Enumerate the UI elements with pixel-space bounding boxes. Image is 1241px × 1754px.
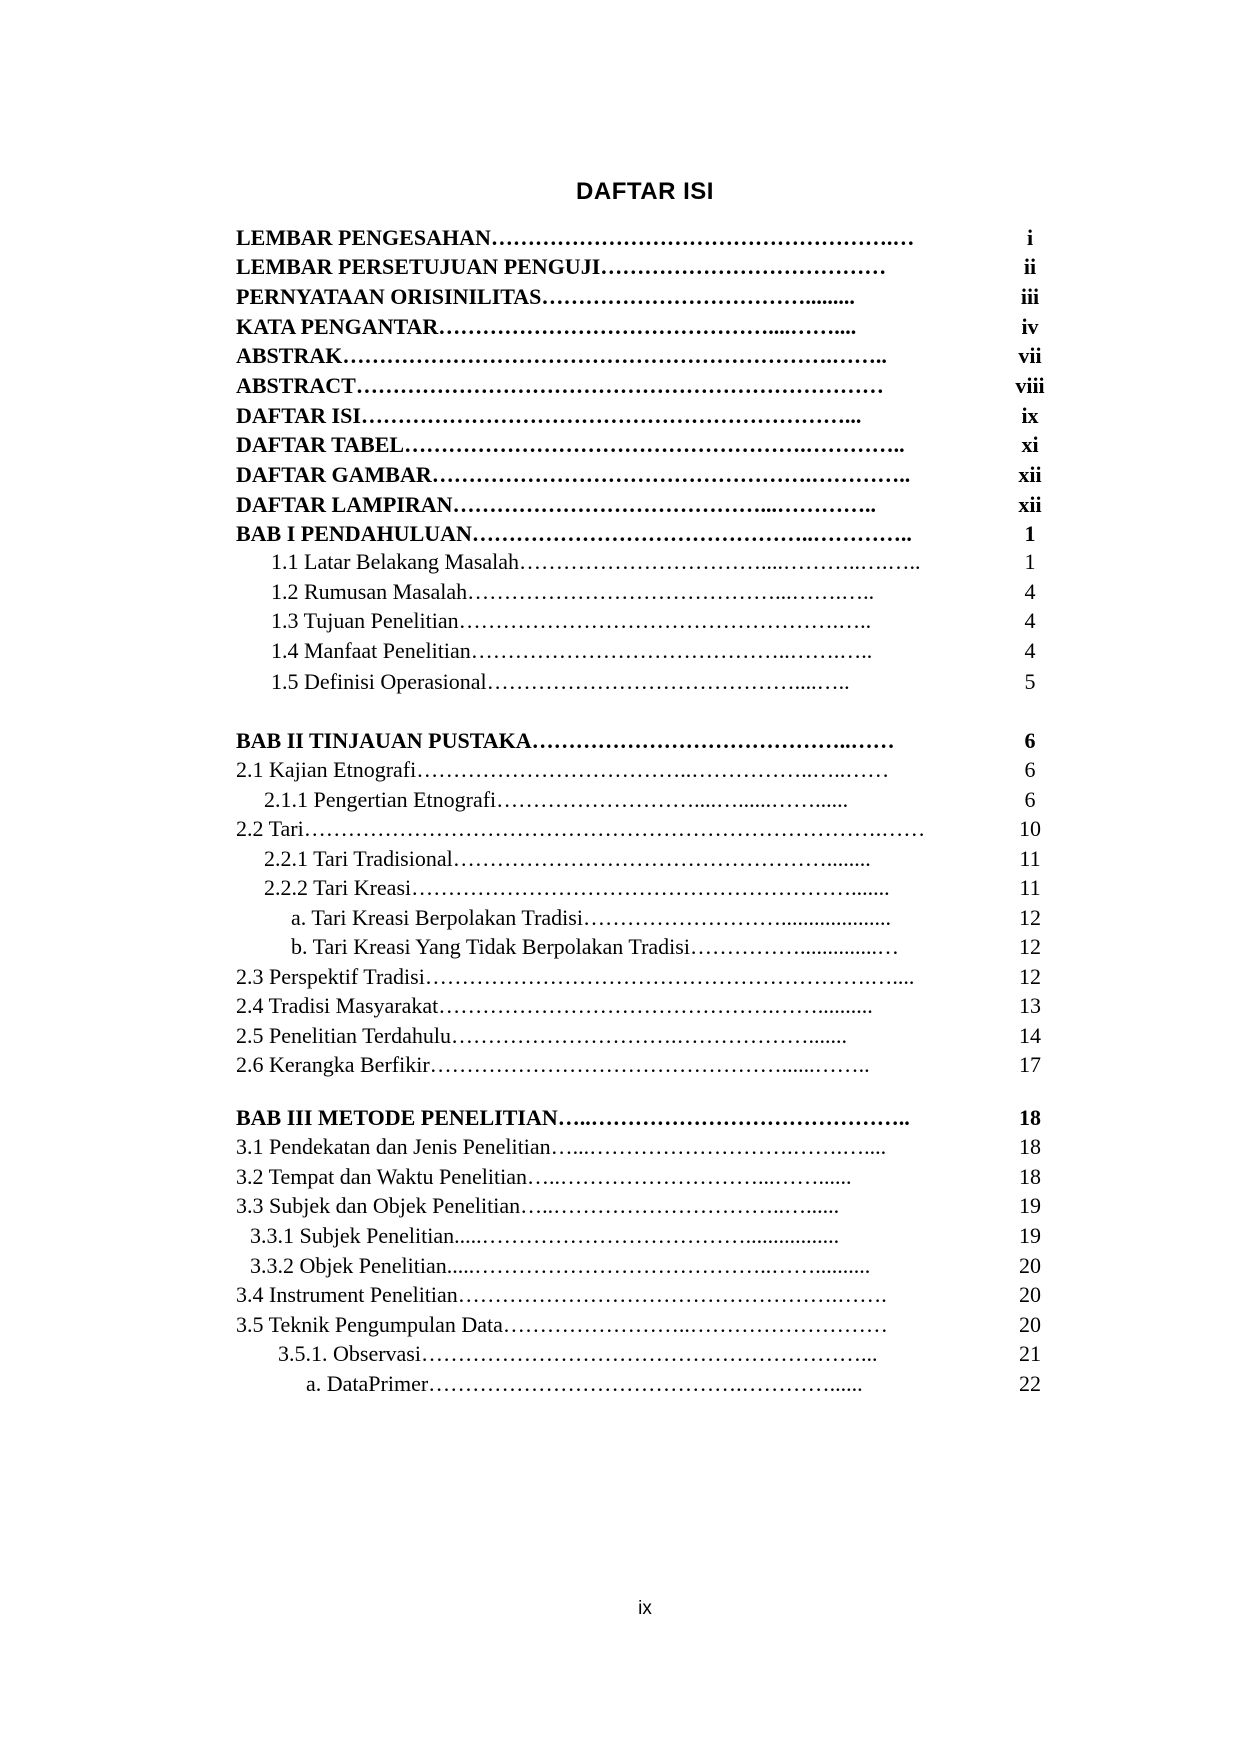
toc-entry-leader: ……………………………....………..….…..	[519, 549, 921, 574]
toc-entry-leader: …………………………………………….…………..	[431, 462, 911, 487]
toc-entry	[278, 1339, 1055, 1369]
toc-entry-page: 5	[1024, 669, 1036, 694]
toc-entry-label: 1.3 Tujuan Penelitian	[271, 608, 459, 633]
toc-entry-label: 1.2 Rumusan Masalah	[271, 579, 468, 604]
toc-entry-leader: .....…………………………………..……..........	[446, 1253, 871, 1278]
toc-entry-leader: ……………………………………..…….…..	[470, 638, 873, 663]
toc-entry	[264, 873, 1055, 903]
toc-entry-leader: …………………………………………………………...	[360, 403, 862, 428]
toc-entry-page: 11	[1019, 875, 1041, 900]
toc-entry-page: 11	[1019, 846, 1041, 871]
toc-entry	[271, 667, 1055, 697]
toc-entry-label: LEMBAR PERSETUJUAN PENGUJI	[236, 254, 601, 279]
toc-entry	[236, 1132, 1055, 1162]
toc-entry-page: 20	[1019, 1312, 1041, 1337]
toc-entry-leader: …………………………………………….…..	[458, 608, 872, 633]
toc-entry-page: 6	[1024, 757, 1036, 782]
toc-entry-page: 18	[1019, 1134, 1041, 1159]
toc-entry-page: 1	[1024, 521, 1036, 546]
toc-entry-page: vii	[1018, 343, 1042, 368]
toc-entry-label: 2.2.1 Tari Tradisional	[264, 846, 453, 871]
toc-entry	[236, 312, 1055, 342]
toc-entry-leader: …………………………………………………………………….……	[303, 816, 926, 841]
toc-entry-page: 19	[1019, 1193, 1041, 1218]
toc-entry-leader: ………………………………………………………….……..	[342, 343, 887, 368]
toc-entry-leader: ……………………………………………….…………..	[404, 432, 905, 457]
toc-entry-leader: …………………………………………….…….	[457, 1282, 887, 1307]
toc-entry-label: 2.2.2 Tari Kreasi	[264, 875, 412, 900]
toc-entry-leader: ………………………………………..…………..	[471, 521, 912, 546]
toc-entry-page: 12	[1019, 964, 1041, 989]
toc-entry	[271, 547, 1055, 577]
toc-entry	[236, 282, 1055, 312]
toc-entry-page: 4	[1024, 579, 1036, 604]
toc-entry	[271, 636, 1055, 666]
toc-entry	[291, 903, 1055, 933]
toc-entry	[236, 814, 1055, 844]
toc-entry-page: 6	[1024, 787, 1036, 812]
toc-entry	[250, 1251, 1055, 1281]
toc-entry-page: 13	[1019, 993, 1041, 1018]
toc-entry-page: 19	[1019, 1223, 1041, 1248]
toc-entry-page: 20	[1019, 1282, 1041, 1307]
toc-entry-label: DAFTAR GAMBAR	[236, 462, 432, 487]
toc-entry-label: 2.1 Kajian Etnografi	[236, 757, 417, 782]
toc-entry-leader: …………………………………………………….......	[411, 875, 890, 900]
toc-entry-label: DAFTAR LAMPIRAN	[236, 492, 453, 517]
toc-entry-leader: …………………………………………......……..	[429, 1052, 870, 1077]
toc-entry-label: 1.5 Definisi Operasional	[271, 669, 487, 694]
toc-entry-page: 6	[1024, 728, 1036, 753]
toc-entry	[236, 1280, 1055, 1310]
toc-entry-label: 3.4 Instrument Penelitian	[236, 1282, 458, 1307]
toc-entry	[236, 460, 1055, 490]
toc-entry-page: 22	[1019, 1371, 1041, 1396]
toc-entry-leader: ………………………………..……………..…..……	[416, 757, 890, 782]
toc-entry-leader: ……………………………………..……	[531, 728, 895, 753]
toc-entry-leader: ……………………………….........	[541, 284, 855, 309]
toc-entry-leader: ……………………………………………………...	[420, 1341, 878, 1366]
toc-entry	[236, 1021, 1055, 1051]
toc-entry	[291, 932, 1055, 962]
toc-entry	[236, 519, 1055, 549]
toc-entry-label: KATA PENGANTAR	[236, 314, 439, 339]
toc-entry-page: 4	[1024, 608, 1036, 633]
toc-entry-label: DAFTAR ISI	[236, 403, 361, 428]
toc-entry-label: 3.5 Teknik Pengumpulan Data	[236, 1312, 503, 1337]
toc-entry	[236, 252, 1055, 282]
toc-entry	[236, 991, 1055, 1021]
toc-entry-leader: ……………………………………………….…	[490, 225, 915, 250]
toc-entry-leader: ……………………..………………………	[502, 1312, 888, 1337]
toc-entry-leader: .....……………………………….................	[454, 1223, 840, 1248]
toc-entry-page: xi	[1021, 432, 1039, 457]
toc-entry-label: 3.5.1. Observasi	[278, 1341, 421, 1366]
toc-entry-leader: ……………………………………….……..........	[438, 993, 873, 1018]
toc-entry-leader: ……………………………………...…….…..	[467, 579, 875, 604]
toc-entry	[236, 341, 1055, 371]
toc-entry	[236, 223, 1055, 253]
toc-entry	[271, 606, 1055, 636]
toc-entry-page: 18	[1019, 1105, 1041, 1130]
toc-entry-label: b. Tari Kreasi Yang Tidak Berpolakan Tradisi	[291, 934, 690, 959]
toc-entry	[236, 430, 1055, 460]
toc-entry	[236, 1162, 1055, 1192]
toc-entry	[236, 1191, 1055, 1221]
toc-entry-label: 2.5 Penelitian Terdahulu	[236, 1023, 451, 1048]
toc-entry-leader: ………………………....................	[582, 905, 891, 930]
toc-entry-leader: …..………………………...……......	[526, 1164, 852, 1189]
toc-entry-leader: …………………………………….…………......	[428, 1371, 863, 1396]
toc-entry-page: xii	[1018, 492, 1042, 517]
toc-entry-label: 3.3.2 Objek Penelitian	[250, 1253, 447, 1278]
toc-entry-leader: …………………………………………………….…....	[424, 964, 915, 989]
toc-entry-page: xii	[1018, 462, 1042, 487]
toc-entry-page: 10	[1019, 816, 1041, 841]
toc-entry-page: iv	[1021, 314, 1039, 339]
toc-entry-label: BAB I PENDAHULUAN	[236, 521, 472, 546]
toc-entry-leader: ………………………………………....……....	[438, 314, 857, 339]
toc-entry-label: BAB II TINJAUAN PUSTAKA	[236, 728, 532, 753]
toc-entry-label: 3.3 Subjek dan Objek Penelitian	[236, 1193, 521, 1218]
toc-entry	[236, 726, 1055, 756]
toc-entry-page: 21	[1019, 1341, 1041, 1366]
toc-entry-label: ABSTRAK	[236, 343, 343, 368]
toc-entry	[250, 1221, 1055, 1251]
toc-entry-label: 3.3.1 Subjek Penelitian	[250, 1223, 455, 1248]
toc-entry-leader: ……………………………………...…………..	[452, 492, 877, 517]
toc-entry	[236, 755, 1055, 785]
toc-entry-leader: ……………………………………....…..	[486, 669, 850, 694]
toc-entry-label: 2.4 Tradisi Masyarakat	[236, 993, 439, 1018]
toc-entry-label: LEMBAR PENGESAHAN	[236, 225, 491, 250]
toc-entry-leader: ……………..............…	[689, 934, 899, 959]
toc-entry	[271, 577, 1055, 607]
page-title: DAFTAR ISI	[576, 178, 714, 205]
toc-entry-page: 14	[1019, 1023, 1041, 1048]
toc-entry-page: 20	[1019, 1253, 1041, 1278]
toc-entry-page: iii	[1020, 284, 1040, 309]
toc-entry-page: 17	[1019, 1052, 1041, 1077]
toc-entry-page: 1	[1024, 549, 1036, 574]
toc-entry	[236, 962, 1055, 992]
toc-entry	[236, 1310, 1055, 1340]
toc-entry-leader: ……………………………………………........	[452, 846, 871, 871]
toc-entry	[236, 1050, 1055, 1080]
toc-entry	[264, 844, 1055, 874]
toc-entry	[236, 371, 1055, 401]
toc-entry	[264, 785, 1055, 815]
toc-entry-label: a. DataPrimer	[306, 1371, 429, 1396]
toc-entry	[306, 1369, 1055, 1399]
toc-entry-label: 2.2 Tari	[236, 816, 304, 841]
page-number-footer: ix	[638, 1598, 652, 1619]
toc-entry-page: 18	[1019, 1164, 1041, 1189]
toc-entry-label: PERNYATAAN ORISINILITAS	[236, 284, 542, 309]
toc-entry-label: 3.2 Tempat dan Waktu Penelitian	[236, 1164, 527, 1189]
toc-entry-label: 2.3 Perspektif Tradisi	[236, 964, 425, 989]
toc-entry-page: i	[1026, 225, 1034, 250]
toc-entry-leader: …...……………………….…….…....	[550, 1134, 887, 1159]
toc-entry	[236, 1103, 1055, 1133]
toc-entry-label: DAFTAR TABEL	[236, 432, 405, 457]
toc-entry-leader: …..……………………………………..	[557, 1105, 910, 1130]
toc-entry-leader: …..…………………………..…......	[520, 1193, 840, 1218]
toc-entry	[236, 490, 1055, 520]
toc-entry-label: 3.1 Pendekatan dan Jenis Penelitian	[236, 1134, 551, 1159]
toc-entry-label: 1.1 Latar Belakang Masalah	[271, 549, 520, 574]
toc-entry-leader: ………………………....…......……......	[496, 787, 849, 812]
toc-entry-page: 12	[1019, 934, 1041, 959]
toc-entry	[236, 401, 1055, 431]
toc-entry-label: 2.6 Kerangka Berfikir	[236, 1052, 430, 1077]
toc-entry-page: ii	[1023, 254, 1037, 279]
toc-entry-page: 12	[1019, 905, 1041, 930]
toc-entry-label: ABSTRACT	[236, 373, 356, 398]
toc-entry-leader: ………………………………………………………………	[355, 373, 884, 398]
toc-entry-label: 1.4 Manfaat Penelitian	[271, 638, 471, 663]
toc-entry-page: viii	[1015, 373, 1045, 398]
toc-entry-page: ix	[1021, 403, 1039, 428]
toc-entry-leader: ………………………….……………….......	[450, 1023, 847, 1048]
toc-entry-label: a. Tari Kreasi Berpolakan Tradisi	[291, 905, 583, 930]
toc-entry-label: 2.1.1 Pengertian Etnografi	[264, 787, 497, 812]
toc-entry-label: BAB III METODE PENELITIAN	[236, 1105, 558, 1130]
toc-entry-page: 4	[1024, 638, 1036, 663]
toc-entry-leader: …………………………………	[600, 254, 887, 279]
